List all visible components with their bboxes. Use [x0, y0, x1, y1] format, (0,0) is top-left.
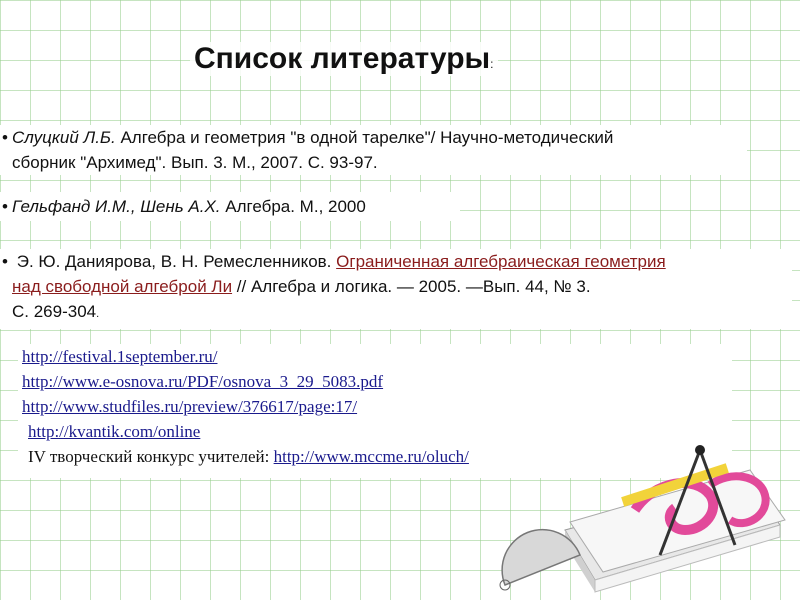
reference-item-3: [0, 249, 792, 329]
title-colon: :: [490, 57, 494, 71]
ref2-rest: Алгебра. М., 2000: [220, 197, 366, 216]
link-kvantik[interactable]: http://kvantik.com/online: [28, 422, 201, 441]
link-mccme[interactable]: http://www.mccme.ru/oluch/: [273, 447, 469, 466]
reference-item-2: [0, 192, 460, 221]
bullet-icon: •: [2, 197, 8, 216]
reference-item-1: [0, 125, 747, 175]
contest-label: IV творческий конкурс учителей:: [28, 447, 274, 466]
ref1-author: Слуцкий Л.Б.: [12, 128, 116, 147]
bullet-icon: •: [2, 252, 8, 271]
title-text: Список литературы: [194, 42, 491, 75]
link-festival[interactable]: http://festival.1september.ru/: [22, 347, 218, 366]
ref3-title-link-part1[interactable]: Ограниченная алгебраическая геометрия: [336, 252, 666, 271]
ref3-title-link-part2[interactable]: над свободной алгеброй Ли: [12, 277, 233, 296]
link-studfiles[interactable]: http://www.studfiles.ru/preview/376617/page:17/: [22, 397, 358, 416]
ref3-pages: С. 269-304: [12, 302, 97, 321]
ref1-line2: сборник "Архимед". Вып. 3. М., 2007. С. 93-97.: [12, 153, 378, 172]
book-illustration: [495, 440, 795, 600]
page-title: [190, 42, 498, 76]
ref3-prefix: Э. Ю. Даниярова, В. Н. Ремесленников.: [16, 252, 337, 271]
ref3-suffix: // Алгебра и логика. — 2005. —Вып. 44, № 3.: [232, 277, 591, 296]
ref2-author: Гельфанд И.М., Шень А.Х.: [12, 197, 221, 216]
bullet-icon: •: [2, 128, 8, 147]
ref1-line1: Алгебра и геометрия "в одной тарелке"/ Научно-методический: [115, 128, 614, 147]
ref3-end: .: [96, 308, 100, 320]
link-e-osnova[interactable]: http://www.e-osnova.ru/PDF/osnova_3_29_5083.pdf: [22, 372, 384, 391]
